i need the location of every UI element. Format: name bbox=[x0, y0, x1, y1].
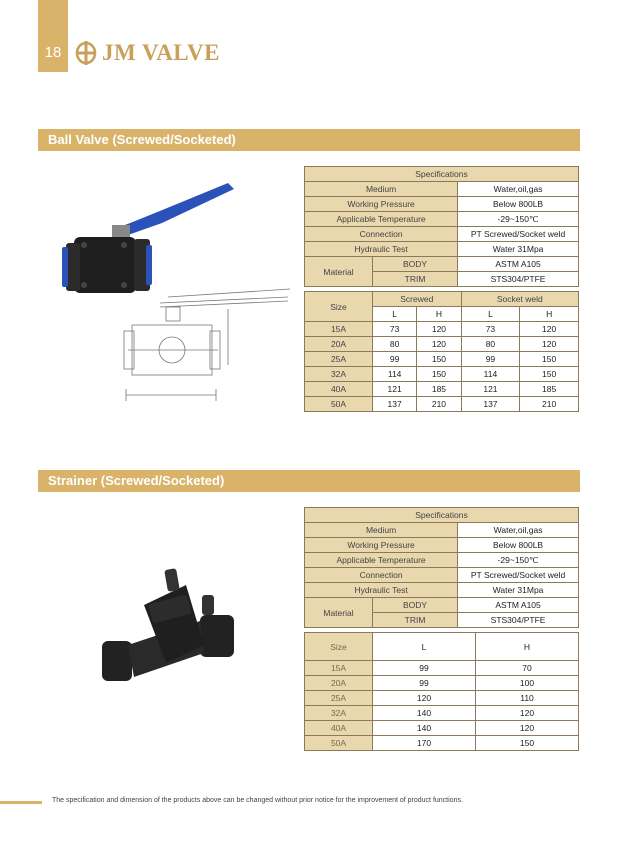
page-number: 18 bbox=[44, 44, 62, 61]
page-number-band bbox=[38, 0, 68, 72]
material-value: ASTM A105 bbox=[458, 257, 579, 272]
dimension-cell: 120 bbox=[520, 337, 579, 352]
material-part: BODY bbox=[373, 257, 458, 272]
size-cell: 32A bbox=[305, 706, 373, 721]
table-row bbox=[305, 322, 579, 337]
section-title-strainer: Strainer (Screwed/Socketed) bbox=[38, 470, 580, 492]
spec-label: Medium bbox=[305, 182, 458, 197]
dimension-cell: 150 bbox=[417, 367, 461, 382]
table-row bbox=[305, 367, 579, 382]
size-cell: 40A bbox=[305, 721, 373, 736]
size-cell: 20A bbox=[305, 337, 373, 352]
spec-value: PT Screwed/Socket weld bbox=[458, 227, 579, 242]
spec-header: Specifications bbox=[305, 167, 579, 182]
spec-label: Hydraulic Test bbox=[305, 242, 458, 257]
dimension-cell: 150 bbox=[520, 367, 579, 382]
spec-value: Water,oil,gas bbox=[458, 182, 579, 197]
footer-accent-line bbox=[0, 801, 42, 804]
dimension-cell: 70 bbox=[476, 661, 579, 676]
spec-label: Hydraulic Test bbox=[305, 583, 458, 598]
material-label: Material bbox=[305, 257, 373, 287]
dimension-rows bbox=[305, 322, 579, 412]
dimension-cell: 170 bbox=[373, 736, 476, 751]
dimension-cell: 80 bbox=[461, 337, 520, 352]
dimension-cell: 120 bbox=[417, 322, 461, 337]
dimension-cell: 210 bbox=[520, 397, 579, 412]
spec-value: Below 800LB bbox=[458, 538, 579, 553]
material-value: ASTM A105 bbox=[458, 598, 579, 613]
spec-header: Specifications bbox=[305, 508, 579, 523]
spec-label: Applicable Temperature bbox=[305, 212, 458, 227]
dimension-cell: 120 bbox=[417, 337, 461, 352]
dimension-cell: 185 bbox=[520, 382, 579, 397]
dimension-cell: 114 bbox=[461, 367, 520, 382]
table-row bbox=[305, 382, 579, 397]
spec-value: Water,oil,gas bbox=[458, 523, 579, 538]
table-row bbox=[305, 691, 579, 706]
dimension-cell: 100 bbox=[476, 676, 579, 691]
dimension-cell: 120 bbox=[476, 721, 579, 736]
dimension-cell: 99 bbox=[373, 676, 476, 691]
dimension-cell: 99 bbox=[461, 352, 520, 367]
dimension-cell: 121 bbox=[373, 382, 417, 397]
table-row bbox=[305, 721, 579, 736]
table-row bbox=[305, 736, 579, 751]
strainer-photo bbox=[100, 565, 240, 705]
spec-value: -29~150℃ bbox=[458, 553, 579, 568]
spec-value: Water 31Mpa bbox=[458, 242, 579, 257]
spec-value: Water 31Mpa bbox=[458, 583, 579, 598]
spec-value: -29~150℃ bbox=[458, 212, 579, 227]
table-row bbox=[305, 352, 579, 367]
material-part: TRIM bbox=[373, 272, 458, 287]
spec-label: Connection bbox=[305, 568, 458, 583]
footer-note: The specification and dimension of the products above can be changed without prior notice for the improvement of product functions. bbox=[52, 797, 463, 804]
dimension-cell: 73 bbox=[373, 322, 417, 337]
dimension-cell: 150 bbox=[520, 352, 579, 367]
table-row bbox=[305, 397, 579, 412]
size-header: Size bbox=[305, 633, 373, 661]
size-cell: 50A bbox=[305, 397, 373, 412]
dimension-cell: 120 bbox=[520, 322, 579, 337]
brand-name: JM VALVE bbox=[102, 40, 220, 65]
spec-label: Working Pressure bbox=[305, 538, 458, 553]
size-cell: 25A bbox=[305, 352, 373, 367]
dimension-cell: 120 bbox=[373, 691, 476, 706]
dimension-cell: 140 bbox=[373, 721, 476, 736]
dimension-cell: 137 bbox=[461, 397, 520, 412]
size-cell: 15A bbox=[305, 661, 373, 676]
material-label: Material bbox=[305, 598, 373, 628]
material-value: STS304/PTFE bbox=[458, 613, 579, 628]
material-value: STS304/PTFE bbox=[458, 272, 579, 287]
dimension-cell: 99 bbox=[373, 352, 417, 367]
dimension-cell: 120 bbox=[476, 706, 579, 721]
size-cell: 15A bbox=[305, 322, 373, 337]
column-header: H bbox=[417, 307, 461, 322]
size-cell: 25A bbox=[305, 691, 373, 706]
ball-valve-dimension-table bbox=[304, 291, 579, 412]
dimension-cell: 99 bbox=[373, 661, 476, 676]
spec-label: Medium bbox=[305, 523, 458, 538]
size-cell: 20A bbox=[305, 676, 373, 691]
dimension-cell: 150 bbox=[417, 352, 461, 367]
column-header: H bbox=[476, 633, 579, 661]
dimension-cell: 210 bbox=[417, 397, 461, 412]
section-title-ball-valve: Ball Valve (Screwed/Socketed) bbox=[38, 129, 580, 151]
valve-logo-icon bbox=[74, 40, 98, 66]
spec-label: Working Pressure bbox=[305, 197, 458, 212]
dimension-cell: 140 bbox=[373, 706, 476, 721]
dimension-cell: 121 bbox=[461, 382, 520, 397]
size-cell: 50A bbox=[305, 736, 373, 751]
dimension-cell: 73 bbox=[461, 322, 520, 337]
column-header: L bbox=[373, 633, 476, 661]
ball-valve-photo bbox=[60, 175, 250, 300]
size-cell: 32A bbox=[305, 367, 373, 382]
dimension-cell: 110 bbox=[476, 691, 579, 706]
dimension-rows bbox=[305, 661, 579, 751]
table-row bbox=[305, 661, 579, 676]
table-row bbox=[305, 337, 579, 352]
spec-value: Below 800LB bbox=[458, 197, 579, 212]
strainer-spec-table bbox=[304, 507, 579, 628]
size-cell: 40A bbox=[305, 382, 373, 397]
dimension-cell: 137 bbox=[373, 397, 417, 412]
dimension-cell: 185 bbox=[417, 382, 461, 397]
size-header: Size bbox=[305, 292, 373, 322]
group-header: Screwed bbox=[373, 292, 462, 307]
spec-value: PT Screwed/Socket weld bbox=[458, 568, 579, 583]
column-header: L bbox=[373, 307, 417, 322]
group-header: Socket weld bbox=[461, 292, 578, 307]
table-row bbox=[305, 706, 579, 721]
material-part: TRIM bbox=[373, 613, 458, 628]
brand-logo bbox=[74, 38, 220, 68]
spec-label: Applicable Temperature bbox=[305, 553, 458, 568]
dimension-cell: 114 bbox=[373, 367, 417, 382]
material-part: BODY bbox=[373, 598, 458, 613]
column-header: H bbox=[520, 307, 579, 322]
strainer-dimension-table bbox=[304, 632, 579, 751]
ball-valve-drawing bbox=[118, 283, 298, 413]
table-row bbox=[305, 676, 579, 691]
spec-label: Connection bbox=[305, 227, 458, 242]
column-header: L bbox=[461, 307, 520, 322]
dimension-cell: 150 bbox=[476, 736, 579, 751]
ball-valve-spec-table bbox=[304, 166, 579, 287]
dimension-cell: 80 bbox=[373, 337, 417, 352]
